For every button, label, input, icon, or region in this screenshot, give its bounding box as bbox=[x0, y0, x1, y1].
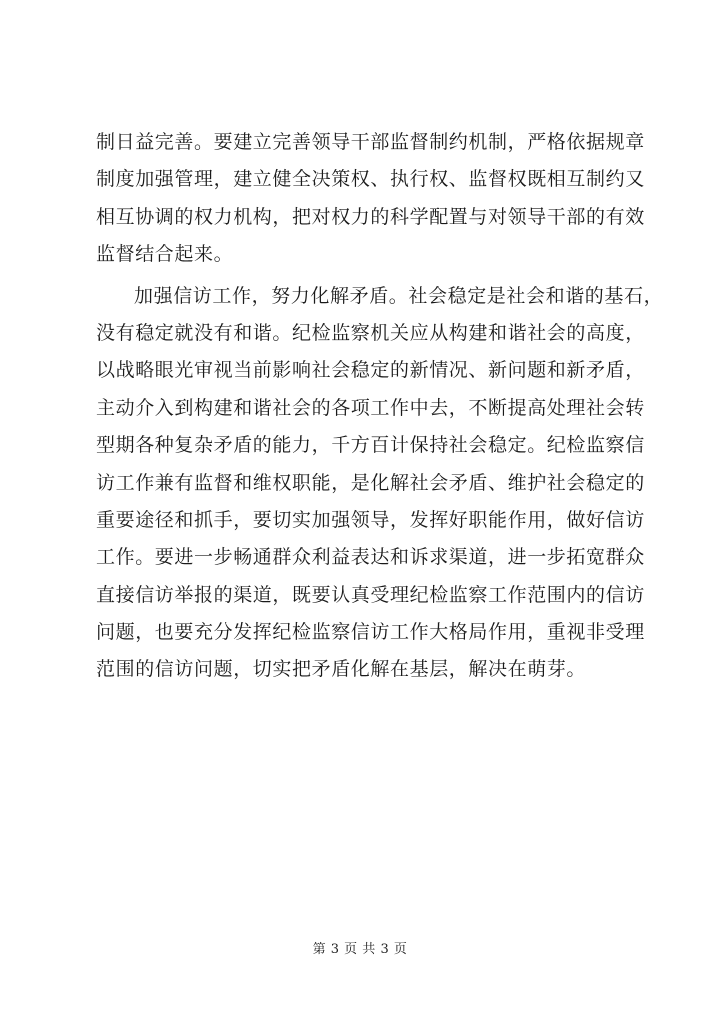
text-line: 工作。要进一步畅通群众利益表达和诉求渠道，进一步拓宽群众 bbox=[96, 546, 645, 569]
text-line: 制日益完善。要建立完善领导干部监督制约机制，严格依据规章 bbox=[96, 131, 645, 153]
text-line: 问题，也要充分发挥纪检监察信访工作大格局作用，重视非受理 bbox=[96, 621, 645, 644]
text-line: 范围的信访问题，切实把矛盾化解在基层，解决在萌芽。 bbox=[96, 658, 587, 681]
text-line: 没有稳定就没有和谐。纪检监察机关应从构建和谐社会的高度， bbox=[96, 321, 645, 344]
paragraph-2 bbox=[96, 278, 664, 689]
text-line: 加强信访工作，努力化解矛盾。社会稳定是社会和谐的基石， bbox=[134, 284, 664, 307]
paragraph-1 bbox=[96, 124, 645, 274]
text-line: 重要途径和抓手，要切实加强领导，发挥好职能作用，做好信访 bbox=[96, 508, 645, 531]
text-line: 访工作兼有监督和维权职能，是化解社会矛盾、维护社会稳定的 bbox=[96, 471, 645, 494]
text-line: 监督结合起来。 bbox=[96, 243, 234, 266]
page-number-footer: 第 3 页 共 3 页 bbox=[312, 942, 408, 957]
text-line: 以战略眼光审视当前影响社会稳定的新情况、新问题和新矛盾， bbox=[96, 359, 645, 382]
text-line: 直接信访举报的渠道，既要认真受理纪检监察工作范围内的信访 bbox=[96, 583, 645, 606]
text-line: 制度加强管理，建立健全决策权、执行权、监督权既相互制约又 bbox=[96, 168, 645, 191]
text-line: 型期各种复杂矛盾的能力，千方百计保持社会稳定。纪检监察信 bbox=[96, 434, 645, 457]
text-line: 主动介入到构建和谐社会的各项工作中去，不断提高处理社会转 bbox=[96, 396, 645, 419]
document-body bbox=[96, 124, 664, 689]
text-line: 相互协调的权力机构，把对权力的科学配置与对领导干部的有效 bbox=[96, 205, 645, 228]
